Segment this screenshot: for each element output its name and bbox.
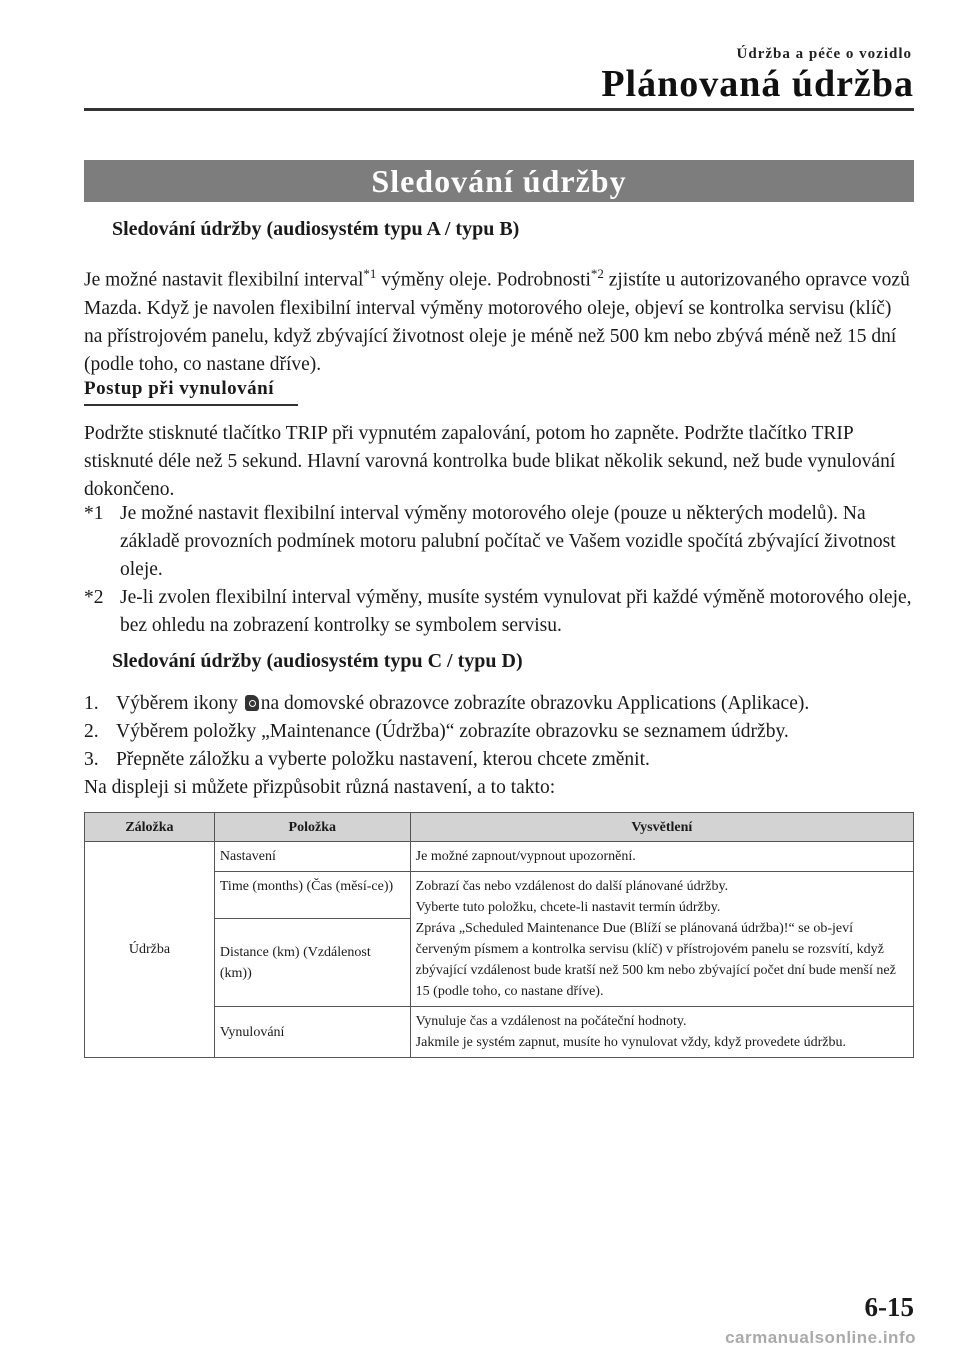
footnote-text: Je-li zvolen flexibilní interval výměny, musíte systém vynulovat při každé výměně motorového oleje, bez ohledu na zobrazení kontrolky se symbolem servisu. — [120, 587, 912, 636]
step-2 — [84, 718, 924, 746]
explanation-time-distance — [410, 872, 913, 1007]
step-number: 1. — [84, 693, 99, 714]
tab-cell: Údržba — [85, 842, 215, 1058]
step-text-before: Výběrem ikony — [116, 693, 238, 714]
footnote-mark: *2 — [84, 587, 104, 608]
applications-icon — [245, 695, 259, 711]
intro-paragraph — [84, 260, 914, 379]
running-header-chapter: Plánovaná údržba — [601, 63, 914, 105]
intro-text-a: Je možné nastavit flexibilní interval — [84, 269, 364, 291]
header-rule — [84, 108, 914, 111]
explanation-line: Vynuluje čas a vzdálenost na počáteční hodnoty. — [415, 1014, 687, 1029]
reset-procedure-text: Podržte stisknuté tlačítko TRIP při vypnutém zapalování, potom ho zapněte. Podržte tlačítko TRIP stisknuté déle než 5 sekund. Hlavní varovná kontrolka bude blikat několik sekund, než bude vynulování dokončeno. — [84, 423, 896, 500]
header-item: Položka — [214, 813, 410, 842]
step-number: 3. — [84, 749, 99, 770]
step-text-after: na domovské obrazovce zobrazíte obrazovku Applications (Aplikace). — [260, 693, 810, 714]
header-tab: Záložka — [85, 813, 215, 842]
footnote-text: Je možné nastavit flexibilní interval výměny motorového oleje (pouze u některých modelů). Na základě provozních podmínek motoru palubní počítač ve Vašem vozidle spočítá zbývající životnost oleje. — [120, 503, 896, 580]
step-text: Přepněte záložku a vyberte položku nastavení, kterou chcete změnit. — [116, 749, 650, 770]
item-reset: Vynulování — [214, 1007, 410, 1058]
reset-heading-underline — [84, 404, 298, 406]
settings-note: Na displeji si můžete přizpůsobit různá nastavení, a to takto: — [84, 777, 556, 798]
step-3 — [84, 746, 924, 774]
reset-procedure-heading: Postup při vynulování — [84, 378, 274, 399]
step-number: 2. — [84, 721, 99, 742]
explanation-setting: Je možné zapnout/vypnout upozornění. — [410, 842, 913, 872]
explanation-line: Zpráva „Scheduled Maintenance Due (Blíží se plánovaná údržba)!“ se ob-jeví červeným písmem a kontrolka servisu (klíč) v přístrojovém panelu se rozsvítí, když zbývající vzdálenost bude kratší než 500 km nebo zbývající počet dní bude menší než 15 (podle toho, co nastane dříve). — [415, 921, 896, 999]
site-watermark: carmanualsonline.info — [725, 1328, 916, 1347]
table-row — [85, 842, 914, 872]
footnote-1 — [84, 500, 914, 584]
footnote-ref-2[interactable]: *2 — [590, 266, 604, 281]
explanation-reset — [410, 1007, 913, 1058]
footnote-2 — [84, 584, 914, 640]
footnote-ref-1[interactable]: *1 — [363, 266, 377, 281]
explanation-line: Jakmile je systém zapnut, musíte ho vynulovat vždy, když provedete údržbu. — [415, 1035, 846, 1050]
page-number: 6-15 — [864, 1292, 914, 1322]
item-distance: Distance (km) (Vzdálenost (km)) — [214, 919, 410, 1007]
intro-text-b: výměny oleje. Podrobnosti — [376, 269, 591, 291]
item-time: Time (months) (Čas (měsí-ce)) — [214, 872, 410, 919]
intro-text-c: zjistíte u autorizovaného opravce vozů Mazda. Když je navolen flexibilní interval výměny motorového oleje, objeví se kontrolka servisu (klíč) na přístrojovém panelu, když zbývající životnost oleje je méně než 500 km nebo zbývá méně než 15 dní (podle toho, co nastane dříve). — [84, 269, 910, 375]
step-1 — [84, 690, 924, 718]
header-explanation: Vysvětlení — [410, 813, 913, 842]
subheading-type-cd: Sledování údržby (audiosystém typu C / typu D) — [112, 650, 523, 672]
running-header-section: Údržba a péče o vozidlo — [736, 46, 912, 62]
table-header-row — [85, 813, 914, 842]
item-setting: Nastavení — [214, 842, 410, 872]
step-text: Výběrem položky „Maintenance (Údržba)“ zobrazíte obrazovku se seznamem údržby. — [116, 721, 789, 742]
section-banner: Sledování údržby — [84, 160, 914, 202]
explanation-line: Vyberte tuto položku, chcete-li nastavit termín údržby. — [415, 900, 721, 915]
footnote-mark: *1 — [84, 503, 104, 524]
maintenance-settings-table — [84, 812, 914, 1058]
subheading-type-ab: Sledování údržby (audiosystém typu A / typu B) — [112, 218, 520, 240]
explanation-line: Zobrazí čas nebo vzdálenost do další plánované údržby. — [415, 879, 729, 894]
